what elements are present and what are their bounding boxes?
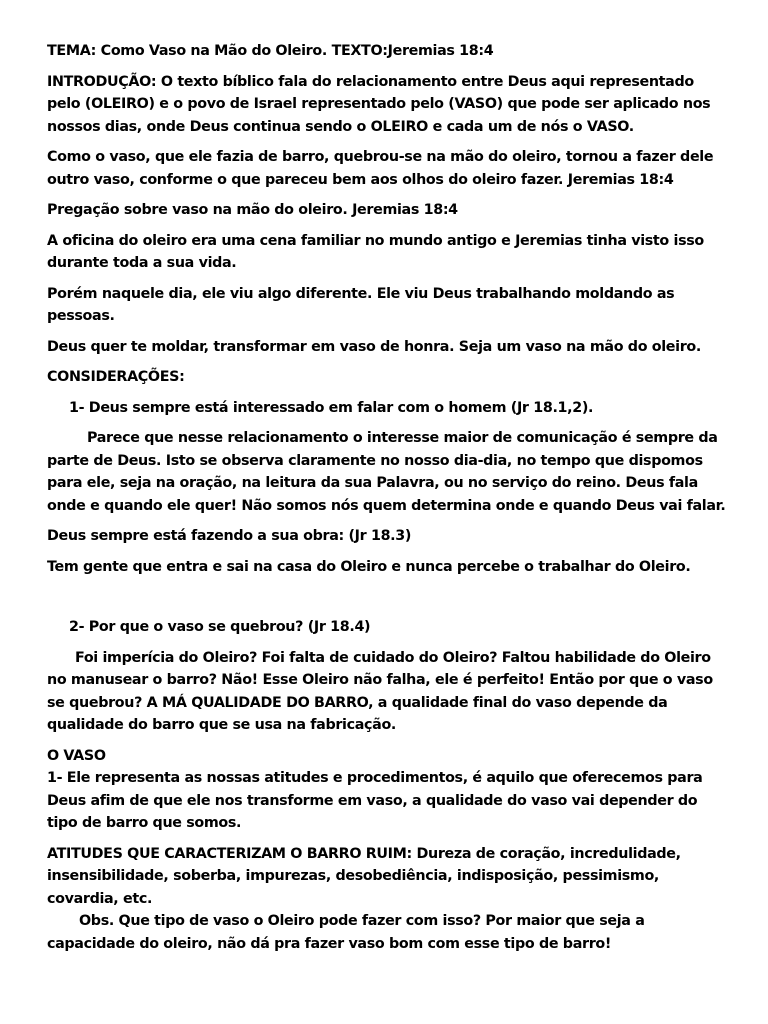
work-paragraph: Deus sempre está fazendo a sua obra: (Jr 18.3)	[47, 528, 412, 544]
mold-paragraph: Deus quer te moldar, transformar em vaso de honra. Seja um vaso na mão do oleiro.	[47, 338, 701, 355]
verse-paragraph: Como o vaso, que ele fazia de barro, quebrou-se na mão do oleiro, tornou a fazer dele outro vaso, conforme o que pareceu bem aos olhos do oleiro fazer. Jeremias 18:4	[47, 149, 714, 188]
document-page	[47, 40, 727, 963]
different-day-paragraph: Porém naquele dia, ele viu algo diferente. Ele viu Deus trabalhando moldando as pessoas.	[47, 285, 675, 324]
people-paragraph: Tem gente que entra e sai na casa do Oleiro e nunca percebe o trabalhar do Oleiro.	[47, 558, 691, 575]
communication-paragraph: Parece que nesse relacionamento o interesse maior de comunicação é sempre da parte de Deus. Isto se observa claramente no nosso dia-dia, no tempo que dispomos para ele, seja na oração, na leitura da sua Palavra, ou no serviço do reino. Deus fala onde e quando ele quer! Não somos nós quem determina onde e quando Deus vai falar.	[47, 430, 726, 514]
spacer	[47, 586, 727, 616]
vase-heading: O VASO	[47, 747, 106, 764]
intro-paragraph: INTRODUÇÃO: O texto bíblico fala do relacionamento entre Deus aqui representado pelo (OLEIRO) e o povo de Israel representado pelo (VASO) que pode ser aplicado nos nossos dias, onde Deus continua sendo o OLEIRO e cada um de nós o VASO.	[47, 73, 711, 135]
considerations-heading: CONSIDERAÇÕES:	[47, 369, 185, 385]
broken-vase-paragraph: Foi imperícia do Oleiro? Foi falta de cuidado do Oleiro? Faltou habilidade do Oleiro no manusear o barro? Não! Esse Oleiro não falha, ele é perfeito! Então por que o vaso se quebrou? A MÁ QUALIDADE DO BARRO, a qualidade final do vaso depende da qualidade do barro que se usa na fabricação.	[47, 649, 713, 733]
sermon-heading: Pregação sobre vaso na mão do oleiro. Jeremias 18:4	[47, 202, 458, 218]
document-title: TEMA: Como Vaso na Mão do Oleiro. TEXTO:Jeremias 18:4	[47, 43, 494, 59]
vase-represents-paragraph: 1- Ele representa as nossas atitudes e procedimentos, é aquilo que oferecemos para Deus afim de que ele nos transforme em vaso, a qualidade do vaso vai depender do tipo de barro que somos.	[47, 770, 703, 831]
workshop-paragraph: A oficina do oleiro era uma cena familiar no mundo antigo e Jeremias tinha visto isso durante toda a sua vida.	[47, 232, 704, 271]
bad-clay-attitudes-paragraph: ATITUDES QUE CARACTERIZAM O BARRO RUIM: Dureza de coração, incredulidade, insensibilidade, soberba, impurezas, desobediência, indisposição, pessimismo, covardia, etc.	[47, 845, 681, 907]
observation-paragraph: Obs. Que tipo de vaso o Oleiro pode fazer com isso? Por maior que seja a capacidade do oleiro, não dá pra fazer vaso bom com esse tipo de barro!	[47, 913, 645, 952]
consideration-item-2: 2- Por que o vaso se quebrou? (Jr 18.4)	[69, 619, 371, 635]
consideration-item-1: 1- Deus sempre está interessado em falar com o homem (Jr 18.1,2).	[69, 399, 594, 416]
